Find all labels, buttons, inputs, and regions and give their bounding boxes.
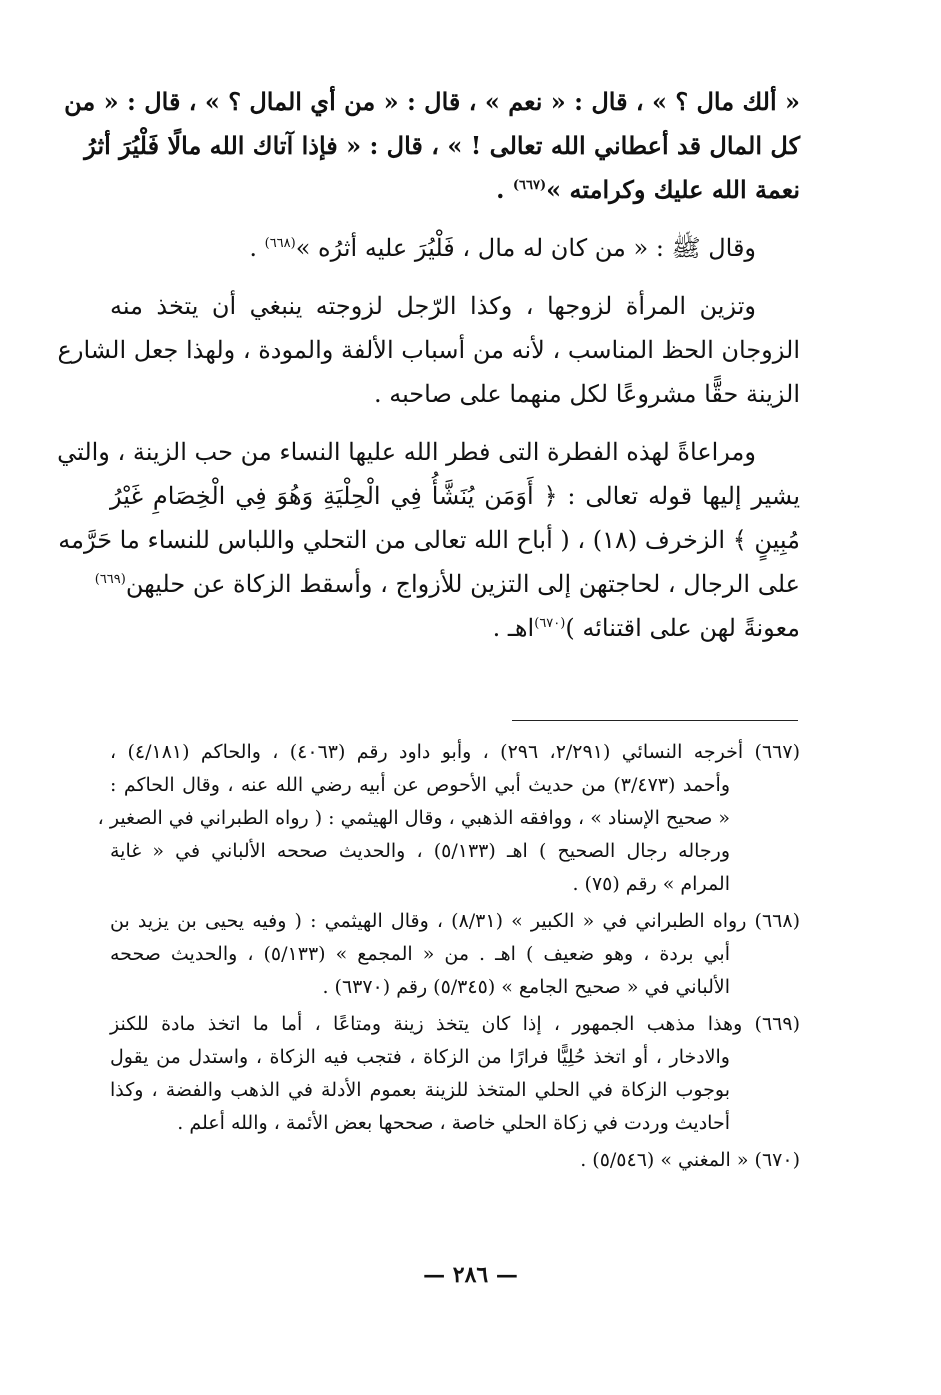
footnote-divider bbox=[512, 720, 798, 721]
text-run: نعمة الله عليك وكرامته » bbox=[546, 175, 800, 204]
paragraph-4 bbox=[57, 430, 800, 650]
text-line: كل المال قد أعطاني الله تعالى ! » ، قال : « فإذا آتاك الله مالًا فَلْيُرَ أثرُ bbox=[84, 131, 800, 160]
page-number: — ٢٨٦ — bbox=[423, 1262, 518, 1288]
text-line bbox=[110, 168, 800, 212]
text-run: على الرجال ، لحاجتهن إلى التزين للأزواج ، وأسقط الزكاة عن حليهن bbox=[125, 570, 800, 598]
text-line: الزوجان الحظ المناسب ، لأنه من أسباب الألفة والمودة ، ولهذا جعل الشارع bbox=[57, 336, 800, 364]
footnote-line: والادخار ، أو اتخذ حُلِيًّا فرارًا من الزكاة ، فتجب فيه الزكاة ، واستدل من يقول bbox=[110, 1046, 730, 1068]
paragraph-2 bbox=[110, 226, 800, 270]
footnote-line: (٦٦٨) رواه الطبراني في « الكبير » (٨/٣١) ، وقال الهيثمي : ( وفيه يحيى بن يزيد بن bbox=[110, 910, 801, 932]
text-run: . bbox=[249, 234, 265, 262]
quran-verse-line: يشير إليها قوله تعالى : ﴿ أَوَمَن يُنَشَّأُ فِي الْحِلْيَةِ وَهُوَ فِي الْخِصَامِ غَيْرُ bbox=[110, 482, 800, 510]
footnote-line: (٦٦٩) وهذا مذهب الجمهور ، إذا كان يتخذ زينة ومتاعًا ، أما ما اتخذ مادة للكنز bbox=[110, 1013, 800, 1035]
footnote-line: بوجوب الزكاة في الحلي المتخذ للزينة بعموم الأدلة في الذهب والفضة ، وكذا bbox=[110, 1079, 730, 1101]
footnote-669 bbox=[110, 1008, 800, 1140]
text-line bbox=[110, 606, 800, 650]
footnote-line: المرام » رقم (٧٥) . bbox=[572, 873, 730, 895]
text-line bbox=[94, 562, 800, 606]
footnote-line: (٦٦٧) أخرجه النسائي (٢/٢٩١، ٢٩٦) ، وأبو داود رقم (٤٠٦٣) ، والحاكم (٤/١٨١) ، bbox=[110, 741, 800, 763]
text-line: « ألك مال ؟ » ، قال : « نعم » ، قال : « من أي المال ؟ » ، قال : « من bbox=[64, 87, 800, 116]
text-line: وتزين المرأة لزوجها ، وكذا الرّجل لزوجته ينبغي أن يتخذ منه bbox=[110, 292, 756, 320]
footnote-667 bbox=[97, 736, 800, 901]
text-run: . bbox=[496, 175, 513, 204]
text-line bbox=[110, 226, 800, 270]
footnotes bbox=[97, 736, 801, 1181]
text-run: معونةً لهن على اقتنائه ) bbox=[565, 614, 800, 642]
text-run: اهـ . bbox=[492, 614, 535, 642]
paragraph-1 bbox=[64, 80, 800, 212]
footnote-line: (٦٧٠) « المغني » (٥/٥٤٦) . bbox=[580, 1149, 800, 1171]
footnote-line: « صحيح الإسناد » ، ووافقه الذهبي ، وقال الهيثمي : ( رواه الطبراني في الصغير ، bbox=[97, 807, 730, 829]
footnote-line: وأحمد (٣/٤٧٣) من حديث أبي الأحوص عن أبيه رضي الله عنه ، وقال الحاكم : bbox=[110, 774, 730, 796]
footnote-line: أحاديث وردت في زكاة الحلي خاصة ، صححها بعض الأئمة ، والله أعلم . bbox=[177, 1112, 730, 1134]
footnote-line: الألباني في « صحيح الجامع » (٥/٣٤٥) رقم (٦٣٧٠) . bbox=[322, 976, 730, 998]
footnote-ref-669[interactable]: (٦٦٩) bbox=[94, 572, 126, 587]
text-line: ومراعاةً لهذه الفطرة التى فطر الله عليها النساء من حب الزينة ، والتي bbox=[57, 438, 756, 466]
paragraph-3 bbox=[57, 284, 800, 416]
footnote-ref-670[interactable]: (٦٧٠) bbox=[534, 616, 566, 631]
footnote-668 bbox=[110, 905, 800, 1004]
footnote-line: ورجاله رجال الصحيح ) اهـ (٥/١٣٣) ، والحديث صححه الألباني في « غاية bbox=[110, 840, 731, 862]
main-text bbox=[57, 80, 800, 664]
text-run: وقال ﷺ : « من كان له مال ، فَلْيُرَ عليه أثرُه » bbox=[295, 234, 756, 262]
text-line: الزينة حقًّا مشروعًا لكل منهما على صاحبه . bbox=[373, 380, 800, 408]
footnote-670 bbox=[110, 1144, 800, 1177]
footnote-line: أبي بردة ، وهو ضعيف ) اهـ . من « المجمع » (٥/١٣٣) ، والحديث صححه bbox=[110, 943, 730, 965]
footnote-ref-667[interactable]: (٦٦٧) bbox=[512, 178, 547, 193]
footnote-ref-668[interactable]: (٦٦٨) bbox=[264, 236, 296, 251]
text-line: مُبِينٍ ﴾ الزخرف (١٨) ، ( أباح الله تعالى من التحلي واللباس للنساء ما حَرَّمه bbox=[58, 526, 800, 554]
